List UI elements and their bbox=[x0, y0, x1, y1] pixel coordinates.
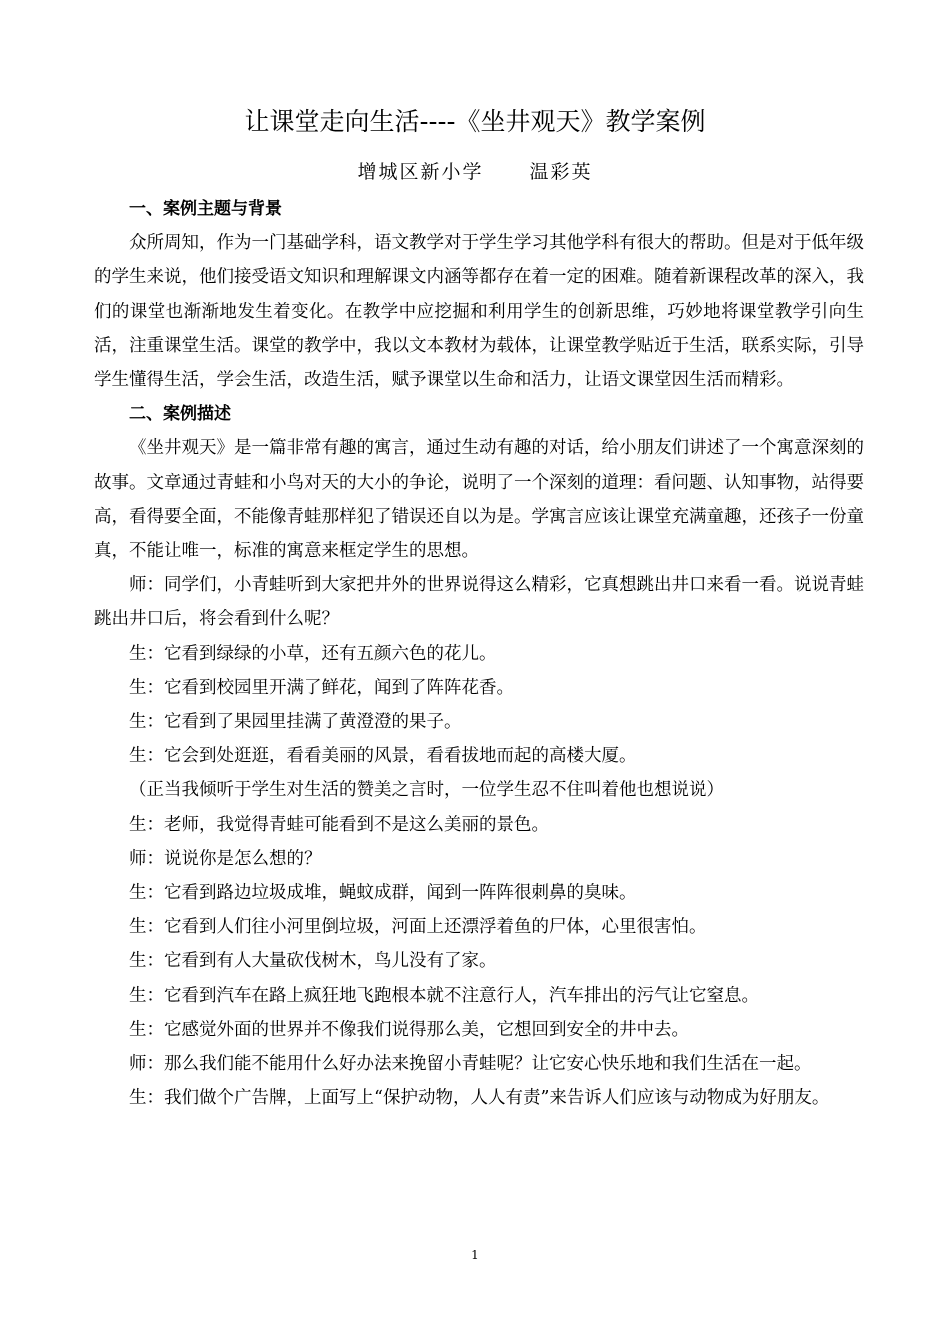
section-heading-1: 一、案例主题与背景 bbox=[129, 199, 282, 219]
section-heading-2: 二、案例描述 bbox=[129, 404, 231, 425]
narration-note: （正当我倾听于学生对生活的赞美之言时，一位学生忍不住叫着他也想说说） bbox=[129, 780, 724, 801]
dialogue-line: 生：它看到路边垃圾成堆，蝇蚊成群，闻到一阵阵很刺鼻的臭味。 bbox=[129, 883, 637, 904]
dialogue-line: 生：它感觉外面的世界并不像我们说得那么美，它想回到安全的井中去。 bbox=[129, 1019, 689, 1040]
section-1-paragraph: 众所周知，作为一门基础学科，语文教学对于学生学习其他学科有很大的帮助。但是对于低年级的学生来说，他们接受语文知识和理解课文内涵等都存在着一定的困难。随着新课程改革的深入，我们的课堂也渐渐地发生着变化。在教学中应挖掘和利用学生的创新思维，巧妙地将课堂教学引向生活，注重课堂生活。课堂的教学中，我以文本教材为载体，让课堂教学贴近于生活，联系实际，引导学生懂得生活，学会生活，改造生活，赋予课堂以生命和活力，让语文课堂因生活而精彩。 bbox=[94, 233, 864, 391]
dialogue-line: 师：同学们，小青蛙听到大家把井外的世界说得这么精彩，它真想跳出井口来看一看。说说青蛙跳出井口后，将会看到什么呢？ bbox=[94, 575, 864, 630]
author-line bbox=[0, 158, 950, 186]
dialogue-line: 生：它会到处逛逛，看看美丽的风景，看看拔地而起的高楼大厦。 bbox=[129, 746, 637, 767]
dialogue-line: 生：它看到有人大量砍伐树木，鸟儿没有了家。 bbox=[129, 951, 497, 972]
dialogue-line: 生：它看到汽车在路上疯狂地飞跑根本就不注意行人，汽车排出的污气让它窒息。 bbox=[129, 985, 759, 1006]
dialogue-line: 生：它看到了果园里挂满了黄澄澄的果子。 bbox=[129, 712, 462, 733]
author-name: 温彩英 bbox=[529, 161, 593, 183]
dialogue-line: 生：老师，我觉得青蛙可能看到不是这么美丽的景色。 bbox=[129, 814, 549, 835]
dialogue-line: 生：它看到校园里开满了鲜花，闻到了阵阵花香。 bbox=[129, 677, 514, 698]
dialogue-line: 师：那么我们能不能用什么好办法来挽留小青蛙呢？让它安心快乐地和我们生活在一起。 bbox=[129, 1054, 812, 1075]
dialogue-line: 生：我们做个广告牌，上面写上“保护动物，人人有责”来告诉人们应该与动物成为好朋友。 bbox=[129, 1088, 830, 1109]
section-2-paragraph: 《坐井观天》是一篇非常有趣的寓言，通过生动有趣的对话，给小朋友们讲述了一个寓意深刻的故事。文章通过青蛙和小鸟对天的大小的争论，说明了一个深刻的道理：看问题、认知事物，站得要高，看得要全面，不能像青蛙那样犯了错误还自以为是。学寓言应该让课堂充满童趣，还孩子一份童真，不能让唯一，标准的寓意来框定学生的思想。 bbox=[94, 438, 864, 562]
document-title: 让课堂走向生活----《坐井观天》教学案例 bbox=[244, 107, 706, 136]
page-number: 1 bbox=[471, 1248, 479, 1262]
dialogue-line: 生：它看到人们往小河里倒垃圾，河面上还漂浮着鱼的尸体，心里很害怕。 bbox=[129, 917, 707, 938]
school-name: 增城区新小学 bbox=[357, 161, 484, 183]
dialogue-line: 师：说说你是怎么想的？ bbox=[129, 848, 322, 869]
dialogue-line: 生：它看到绿绿的小草，还有五颜六色的花儿。 bbox=[129, 643, 497, 664]
document-body bbox=[94, 192, 864, 1115]
